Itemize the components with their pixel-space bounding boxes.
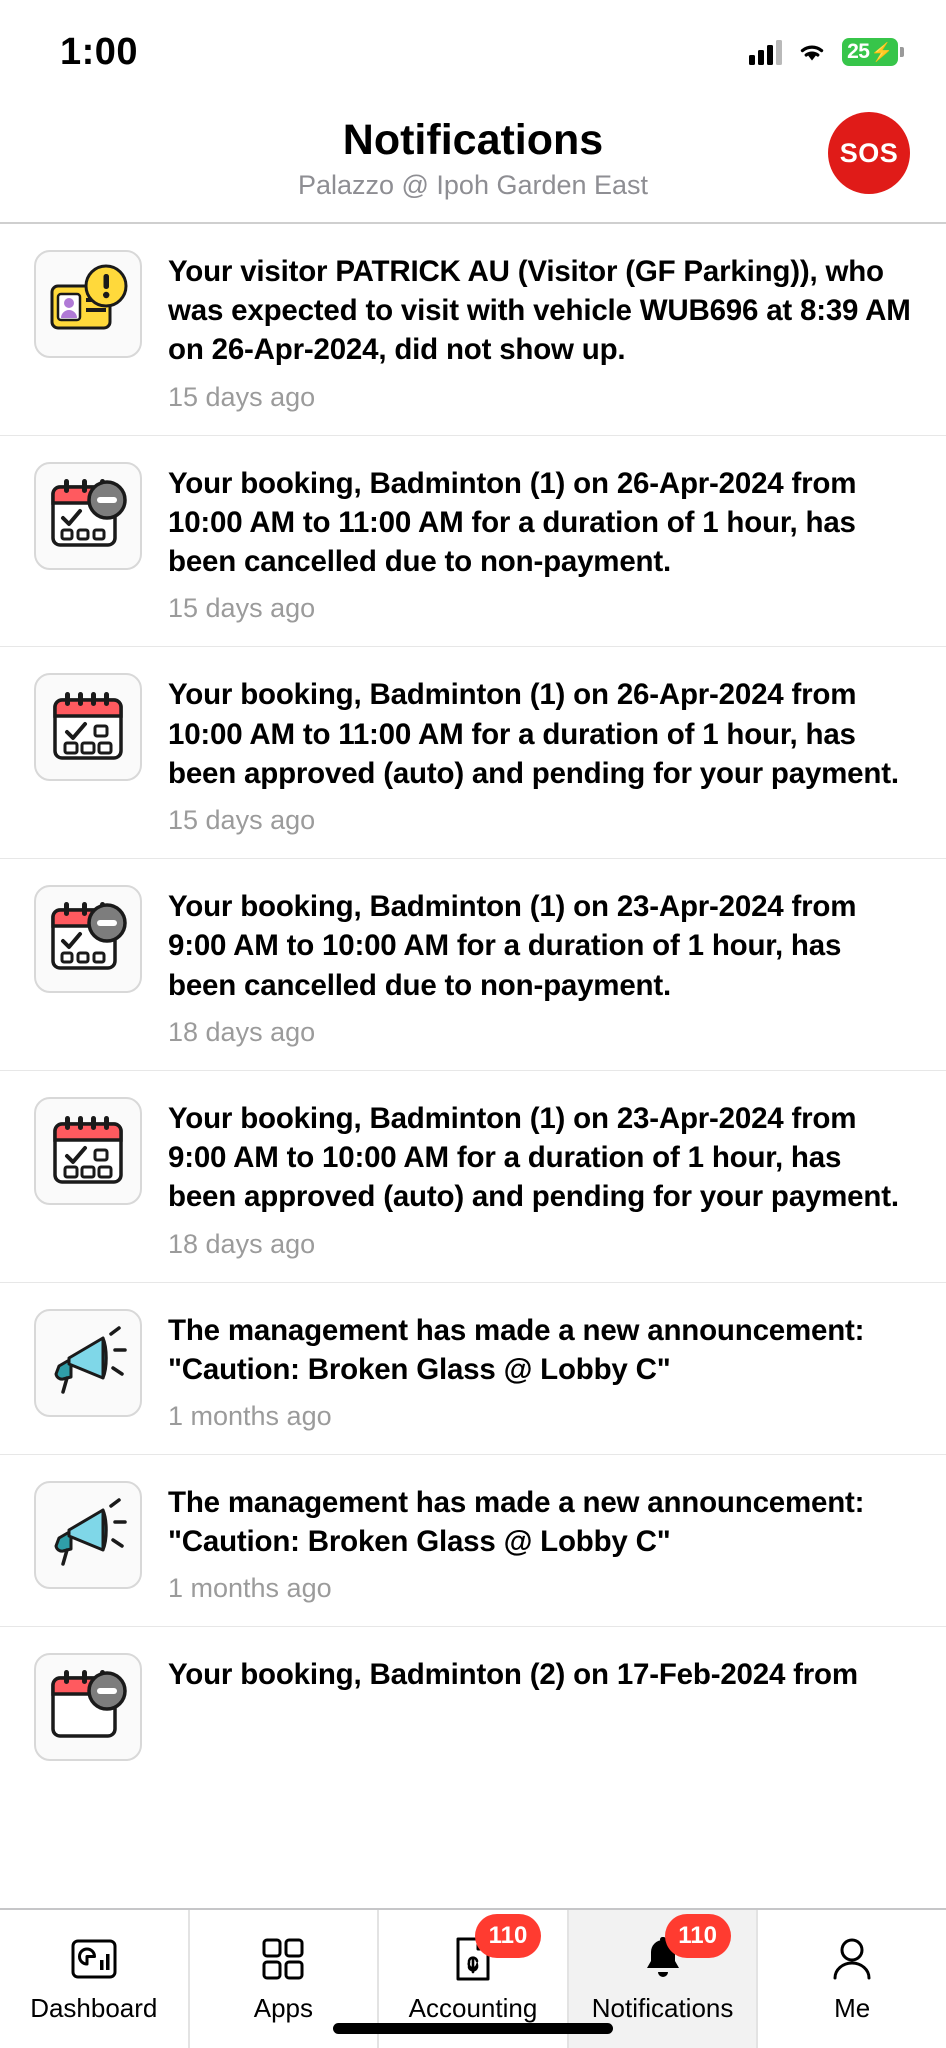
list-item-body bbox=[168, 1481, 912, 1604]
calendar-approved-icon bbox=[34, 1097, 142, 1205]
battery-icon bbox=[842, 38, 898, 66]
charging-bolt-icon: ⚡ bbox=[870, 41, 893, 62]
notification-text: Your booking, Badminton (1) on 23-Apr-2024 from 9:00 AM to 10:00 AM for a duration of 1 hour, has been approved (auto) and pending for your payment. bbox=[168, 1101, 899, 1214]
calendar-cancelled-icon bbox=[34, 1653, 142, 1761]
list-item-body bbox=[168, 1097, 912, 1260]
notification-time: 15 days ago bbox=[168, 381, 316, 412]
list-item-body bbox=[168, 673, 912, 836]
wifi-icon bbox=[796, 40, 828, 64]
calendar-cancelled-icon bbox=[34, 462, 142, 570]
cellular-signal-icon bbox=[749, 39, 782, 65]
status-time: 1:00 bbox=[60, 30, 139, 73]
tab-dashboard[interactable] bbox=[0, 1910, 190, 2048]
status-bar bbox=[0, 0, 946, 104]
sos-button[interactable]: SOS bbox=[828, 112, 910, 194]
person-icon bbox=[830, 1935, 874, 1983]
notifications-badge: 110 bbox=[665, 1914, 731, 1958]
calendar-approved-icon bbox=[34, 673, 142, 781]
tab-label: Accounting bbox=[408, 1992, 538, 2023]
notification-time: 18 days ago bbox=[168, 1228, 316, 1259]
status-indicators bbox=[749, 38, 898, 66]
notification-text: The management has made a new announcement: "Caution: Broken Glass @ Lobby C" bbox=[168, 1313, 865, 1386]
announcement-megaphone-icon bbox=[34, 1309, 142, 1417]
list-item-body bbox=[168, 462, 912, 625]
calendar-cancelled-icon bbox=[34, 885, 142, 993]
apps-grid-icon bbox=[261, 1935, 305, 1983]
notification-time: 15 days ago bbox=[168, 593, 316, 624]
notification-time: 1 months ago bbox=[168, 1400, 332, 1431]
dashboard-icon bbox=[71, 1935, 117, 1983]
tab-label: Apps bbox=[253, 1992, 314, 2023]
notification-text: Your visitor PATRICK AU (Visitor (GF Parking)), who was expected to visit with vehicle WUB696 at 8:39 AM on 26-Apr-2024, did not show up. bbox=[168, 255, 911, 367]
tab-label: Me bbox=[834, 1992, 871, 2023]
list-item[interactable] bbox=[0, 859, 946, 1071]
list-item[interactable] bbox=[0, 647, 946, 859]
list-item[interactable] bbox=[0, 1071, 946, 1283]
list-item[interactable] bbox=[0, 224, 946, 436]
list-item[interactable] bbox=[0, 436, 946, 648]
notification-text: Your booking, Badminton (1) on 26-Apr-2024 from 10:00 AM to 11:00 AM for a duration of 1 hour, has been cancelled due to non-payment. bbox=[168, 466, 857, 579]
notification-text: Your booking, Badminton (1) on 26-Apr-2024 from 10:00 AM to 11:00 AM for a duration of 1 hour, has been approved (auto) and pending for your payment. bbox=[168, 678, 899, 790]
list-item[interactable] bbox=[0, 1283, 946, 1455]
visitor-alert-icon bbox=[34, 250, 142, 358]
notification-text: Your booking, Badminton (2) on 17-Feb-2024 from bbox=[168, 1658, 858, 1692]
list-item-body bbox=[168, 1653, 912, 1694]
tab-me[interactable] bbox=[758, 1910, 946, 2048]
list-item-body bbox=[168, 1309, 912, 1432]
tab-label: Dashboard bbox=[30, 1992, 158, 2023]
battery-percent: 25 bbox=[847, 40, 870, 63]
list-item[interactable] bbox=[0, 1455, 946, 1627]
tab-label: Notifications bbox=[591, 1992, 734, 2023]
page-title: Notifications bbox=[342, 115, 604, 164]
list-item[interactable] bbox=[0, 1627, 946, 1761]
notification-text: Your booking, Badminton (1) on 23-Apr-2024 from 9:00 AM to 10:00 AM for a duration of 1 hour, has been cancelled due to non-payment. bbox=[168, 890, 857, 1002]
list-item-body bbox=[168, 250, 912, 413]
page-header bbox=[0, 104, 946, 224]
home-indicator[interactable] bbox=[333, 2023, 613, 2034]
notification-time: 15 days ago bbox=[168, 805, 316, 836]
announcement-megaphone-icon bbox=[34, 1481, 142, 1589]
notification-time: 18 days ago bbox=[168, 1016, 316, 1047]
notification-time: 1 months ago bbox=[168, 1573, 332, 1604]
list-item-body bbox=[168, 885, 912, 1048]
notification-text: The management has made a new announcement: "Caution: Broken Glass @ Lobby C" bbox=[168, 1485, 865, 1559]
notification-list[interactable] bbox=[0, 224, 946, 1908]
page-subtitle: Palazzo @ Ipoh Garden East bbox=[297, 170, 649, 201]
accounting-badge: 110 bbox=[475, 1914, 541, 1958]
